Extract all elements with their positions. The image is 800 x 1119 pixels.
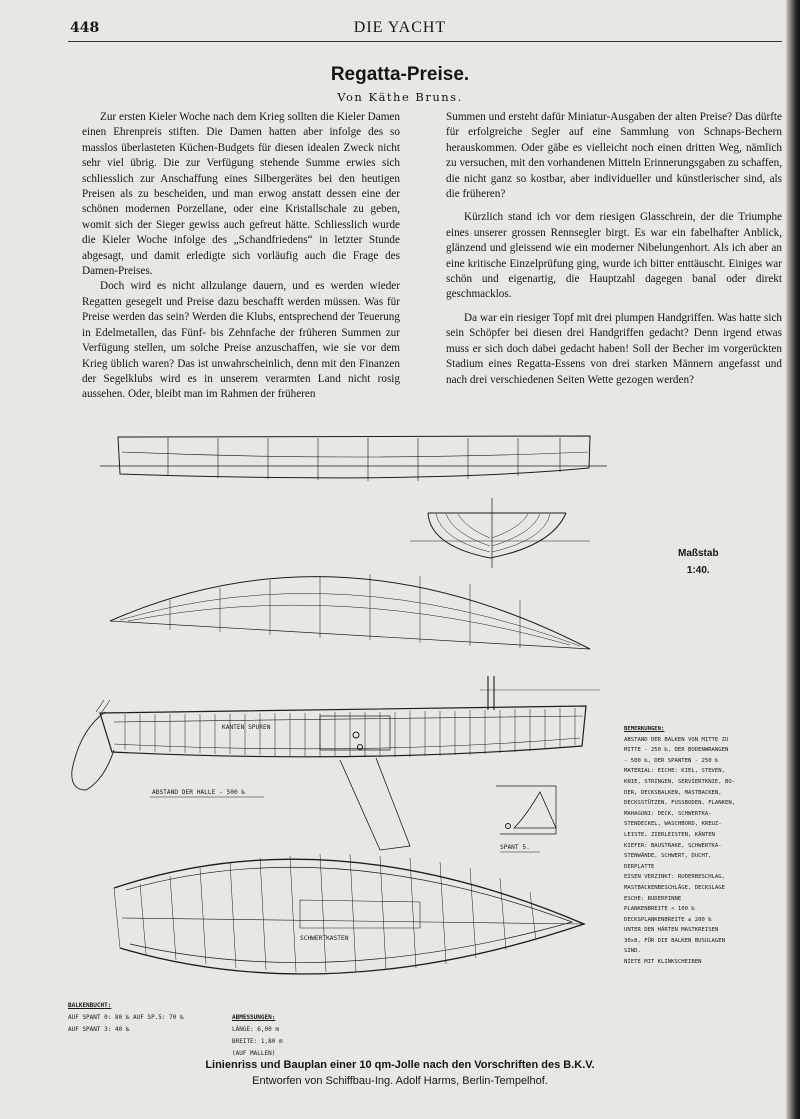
remarks-line: 30x8, FÜR DIE BALKEN BUSULAGEN — [624, 937, 726, 944]
dimensions-line: (AUF MALLEN) — [232, 1050, 276, 1057]
scale-note — [678, 545, 719, 579]
remarks-heading: BEMERKUNGEN: — [624, 726, 665, 732]
remarks-line: UNTER DEN HÄRTEN MASTKREISEN — [624, 927, 719, 934]
dimensions-line: BREITE: 1,80 m — [232, 1038, 283, 1045]
remarks-line: PLANKENBREITE < 100 ‰ — [624, 906, 695, 913]
scale-value: 1:40. — [686, 565, 710, 576]
beam-camber-line: AUF SPANT 3: 40 ‰ — [68, 1026, 130, 1033]
remarks-line: KNIE, STRINGEN, SERVIERTKNIE, BO- — [624, 778, 736, 785]
remarks-line: NIETE MIT KLINKSCHEIBEN — [624, 959, 702, 966]
construction-section — [72, 676, 600, 850]
remarks-line: SIND. — [624, 948, 641, 955]
remarks-line: DERPLATTE — [624, 863, 655, 870]
caption-line-1: Linienriss und Bauplan einer 10 qm-Jolle nach den Vorschriften des B.K.V. — [205, 1059, 595, 1071]
half-breadth-plan — [110, 574, 590, 649]
remarks-block — [624, 724, 774, 968]
paragraph: Summen und ersteht dafür Miniatur-Ausgaben der alten Preise? Das dürfte für erfolgreiche Segler auf eine Sammlung von Schnaps-Bechern herauskommen. Oder gäbe es vielleicht noch einen dritten Weg, nämlich zu versuchen, mit den vorhandenen Mitteln Erinnerungsgaben zu schaffen, die nicht ganz so kostbar, aber individueller und künstlerischer sind, als die früheren? — [446, 111, 782, 201]
label-abstand: ABSTAND DER HALLE - 500 ‰ — [152, 789, 246, 796]
dimensions-line: LÄNGE: 6,00 m — [232, 1026, 279, 1033]
remarks-line: EISEN VERZINKT: RUDERBESCHLAG, — [624, 874, 726, 881]
body-plan — [410, 498, 590, 568]
article-title: Regatta-Preise. — [330, 64, 470, 85]
running-head: DIE YACHT — [353, 19, 447, 36]
remarks-line: MITTE - 250 ‰, DER BODENWRANGEN — [624, 747, 729, 754]
beam-camber-note — [68, 1000, 184, 1036]
remarks-line: DECKSPLANKENBREITE ≤ 200 ‰ — [624, 916, 712, 923]
figure-caption — [0, 1057, 800, 1089]
remarks-line: ESCHE: RUDERPINNE — [624, 895, 682, 902]
dimensions-note — [232, 1012, 283, 1060]
remarks-line: - 500 ‰, DER SPANTEN - 250 ‰ — [624, 757, 719, 764]
deck-plan — [114, 854, 584, 974]
frame-detail — [496, 786, 556, 834]
caption-line-2: Entworfen von Schiffbau-Ing. Adolf Harms, Berlin-Tempelhof. — [252, 1075, 548, 1087]
remarks-line: KIEFER: BAUSTRAKE, SCHWERTKA- — [624, 842, 722, 849]
paragraph: Kürzlich stand ich vor dem riesigen Glasschrein, der die Triumphe eines unserer grossen Rennsegler birgt. Es war ein fabelhafter Anblick, glänzend und gleissend wie ein moderner Nibelungenhort. Als ich aber an eine kritische Einzelprüfung ging, wurde ich bitter enttäuscht. Einiges war schön und eigenartig, die Hauptzahl dagegen banal oder direkt geschmacklos. — [446, 211, 782, 301]
beam-camber-line: AUF SPANT 0: 80 ‰ AUF SP.5: 70 ‰ — [68, 1014, 184, 1021]
remarks-line: MATERIAL: EICHE: KIEL, STEVEN, — [624, 768, 726, 775]
remarks-line: DECKSSTÜTZEN, FUSSBODEN, FLANKEN, — [624, 800, 736, 807]
paragraph: Da war ein riesiger Topf mit drei plumpen Handgriffen. Was hatte sich sein Schöpfer bei diesen drei Handgriffen gedacht? Denn irgend etwas muss er sich doch dabei gedacht haben! Soll der Becher im vorgerückten Stadium eines Regatta-Essens von drei starken Männern angefasst und nach drei verschiedenen Seiten Wette gezogen werden? — [446, 311, 782, 386]
remarks-line: STENDECKEL, WASCHBORD, KREUZ- — [624, 821, 722, 828]
label-schwert: SCHWERTKASTEN — [300, 935, 349, 942]
paragraph: Doch wird es nicht allzulange dauern, und es werden wieder Regatten gesegelt und Preise dazu beschafft werden müssen. Was für Preise werden das sein? Werden die Klubs, entsprechend der Teuerung in Edelmetallen, das Fünf- bis Zehnfache der früheren Summen zur Verfügung stellen, um solche Preise anzuschaffen, wie sie vor dem Krieg üblich waren? Das ist unwahrscheinlich, denn mit den Finanzen der Segelklubs wird es in unserem verarmten Land nicht rosig aussehen. Oder, bleibt man im Rahmen der früheren — [82, 280, 400, 401]
paragraph: Zur ersten Kieler Woche nach dem Krieg sollten die Kieler Damen einen Ehrenpreis stiften. Die Damen hatten aber infolge des so masslos überlasteten Küchen-Budgets für diesen idealen Zweck nicht sehr viel übrig. Die zur Verfügung stehende Summe erwies sich schliesslich zur Anschaffung eines Silbergerätes bei den heutigen Preisen als zu bescheiden, und man erwog anstatt dessen eine der schönen modernen Porzellane, oder eine Kristallschale zu geben, womit sich der Sieger gewiss auch gefreut hätte. Schliesslich wurde die Kieler Woche infolge des „Schandfriedens“ in letzter Stunde abgesagt, und damit erledigte sich vorläufig auch die Frage des Damen-Preises. — [82, 111, 400, 278]
remarks-line: MASTBACKENBESCHLÄGE, DECKSLAGE — [624, 884, 726, 891]
remarks-line: MAHAGONI: DECK, SCHWERTKA- — [624, 810, 712, 817]
scale-label: Maßstab — [678, 548, 719, 559]
dimensions-heading: ABMESSUNGEN: — [232, 1014, 276, 1021]
label-kanten: KANTEN SPUREN — [222, 724, 271, 731]
remarks-line: STENWÄNDE, SCHWERT, DUCHT, — [624, 853, 712, 860]
article-author: Von Käthe Bruns. — [337, 90, 463, 104]
remarks-line: DER, DECKSBALKEN, MASTBACKEN, — [624, 789, 722, 796]
remarks-line: ABSTAND DER BALKEN VON MITTE ZU — [624, 736, 729, 743]
page-number: 448 — [70, 20, 100, 36]
beam-camber-heading: BALKENBUCHT: — [68, 1002, 112, 1009]
remarks-line: LEISTE, ZIERLEISTEN, KÄNTEN — [624, 831, 715, 838]
label-spant: SPANT 5. — [500, 844, 530, 851]
profile-view — [100, 436, 607, 481]
